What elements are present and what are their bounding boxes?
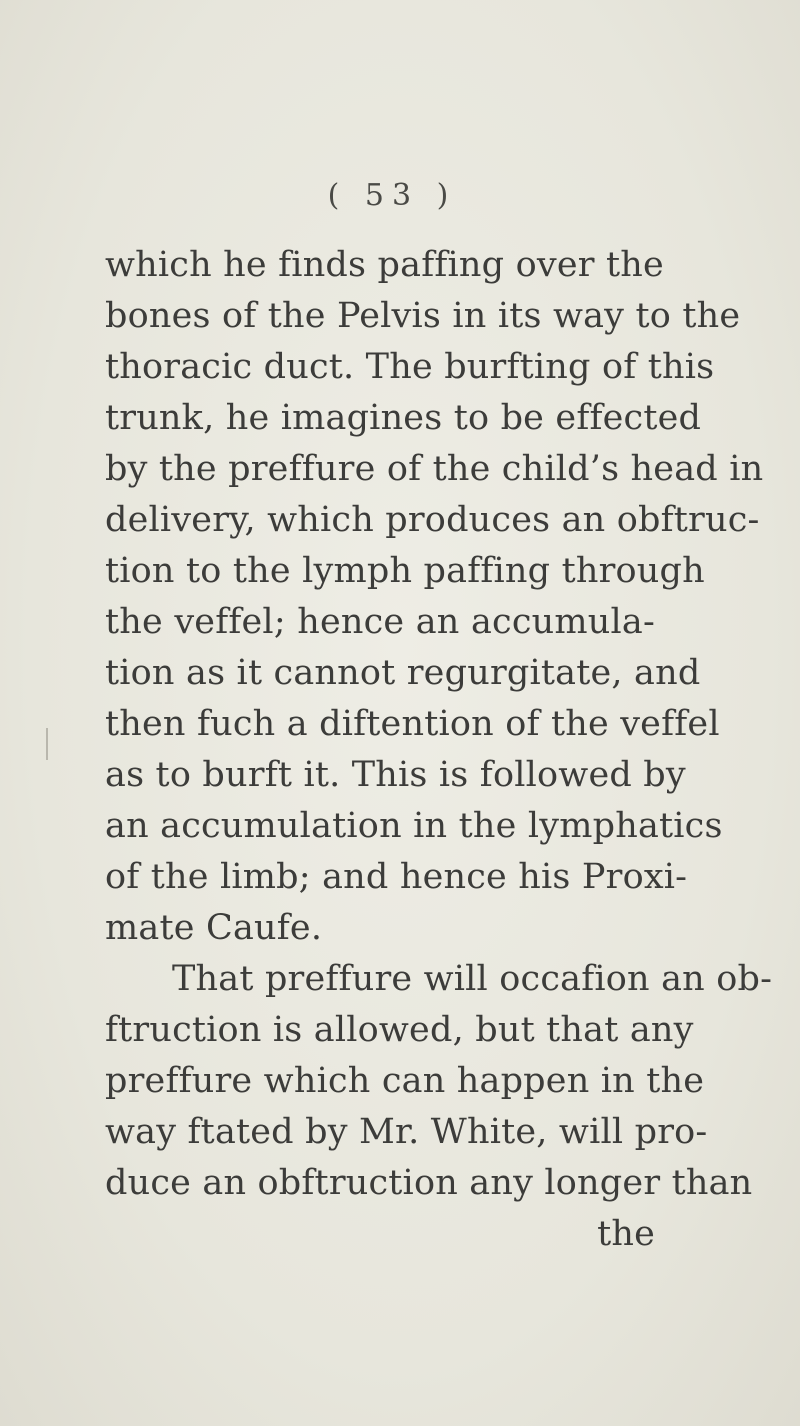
text-line-8: the veffel; hence an accumula-: [105, 602, 655, 642]
text-line-5: by the preffure of the child’s head in: [105, 449, 764, 489]
text-line-19: duce an obftruction any longer than: [105, 1163, 753, 1203]
text-line-16: ftruction is allowed, but that any: [105, 1010, 694, 1050]
text-line-18: way ftated by Mr. White, will pro-: [105, 1112, 708, 1152]
text-line-9: tion as it cannot regurgitate, and: [105, 653, 701, 693]
text-line-13: of the limb; and hence his Proxi-: [105, 857, 688, 897]
text-line-3: thoracic duct. The burfting of this: [105, 347, 715, 387]
catchword: the: [597, 1214, 655, 1254]
text-line-12: an accumulation in the lymphatics: [105, 806, 723, 846]
margin-mark: [46, 728, 48, 760]
text-line-11: as to burft it. This is followed by: [105, 755, 686, 795]
text-line-15: That preffure will occafion an ob-: [172, 959, 773, 999]
text-line-7: tion to the lymph paffing through: [105, 551, 705, 591]
text-line-14: mate Caufe.: [105, 908, 323, 948]
text-line-6: delivery, which produces an obftruc-: [105, 500, 760, 540]
text-line-17: preffure which can happen in the: [105, 1061, 705, 1101]
text-line-4: trunk, he imagines to be effected: [105, 398, 702, 438]
text-line-1: which he finds paffing over the: [105, 245, 664, 285]
text-line-2: bones of the Pelvis in its way to the: [105, 296, 741, 336]
page-number: ( 53 ): [327, 178, 457, 213]
text-line-10: then fuch a diftention of the veffel: [105, 704, 720, 744]
